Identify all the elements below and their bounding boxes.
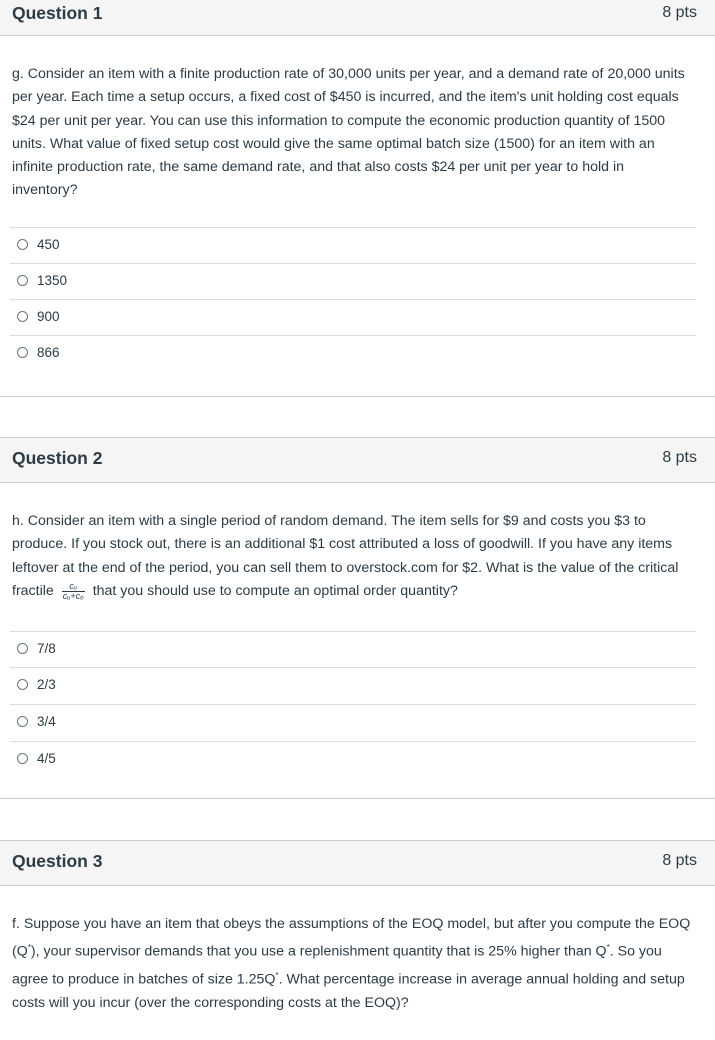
answer-label: 866 — [37, 345, 60, 360]
radio-button[interactable] — [17, 643, 28, 654]
question-2 — [0, 437, 715, 799]
question-title: Question 2 — [12, 448, 103, 468]
question-text: g. Consider an item with a finite production rate of 30,000 units per year, and a demand rate of 20,000 units per year. Each time a setup occurs, a fixed cost of $450 is incurred, and the item's unit holding cost equals $24 per unit per year. You can use this information to compute the economic production quantity of 1500 units. What value of fixed setup cost would give the same optimal batch size (1500) for an item with an infinite production rate, the same demand rate, and that also costs $24 per unit per year to hold in inventory? — [12, 66, 685, 199]
question-text-part: that you should use to compute an optimal order quantity? — [92, 582, 458, 599]
question-text — [12, 510, 692, 603]
question-title: Question 1 — [12, 3, 103, 23]
question-header — [0, 841, 715, 886]
question-text-part: ), your supervisor demands that you use a replenishment quantity that is 25% higher than Q — [30, 944, 607, 961]
answer-option[interactable] — [10, 263, 696, 299]
answer-option[interactable] — [10, 631, 696, 667]
radio-button[interactable] — [17, 679, 28, 690]
answer-option[interactable] — [10, 335, 696, 371]
fraction-denominator: cᵤ+cₒ — [62, 590, 84, 601]
star-superscript: * — [606, 943, 610, 953]
radio-button[interactable] — [17, 716, 28, 727]
question-text-part: f. Suppose you have an item that obeys the assumptions of the EOQ model, but after you compute the EOQ (Q — [12, 916, 691, 961]
question-points: 8 pts — [662, 449, 697, 466]
question-header — [0, 0, 715, 36]
answer-option[interactable] — [10, 227, 696, 263]
answer-label: 4/5 — [37, 751, 56, 766]
question-text-part: . So you agree to produce in batches of size 1.25Q — [12, 944, 662, 989]
answer-label: 3/4 — [37, 714, 56, 729]
answer-label: 900 — [37, 309, 60, 324]
answer-label: 1350 — [37, 273, 68, 288]
question-title: Question 3 — [12, 851, 103, 871]
answer-label: 450 — [37, 237, 60, 252]
answer-list — [10, 227, 696, 371]
radio-button[interactable] — [17, 311, 28, 322]
question-text — [12, 913, 692, 1016]
answer-option[interactable] — [10, 299, 696, 335]
answer-option[interactable] — [10, 741, 696, 777]
star-superscript: * — [27, 943, 31, 953]
answer-list — [10, 631, 696, 777]
question-text-part: . What percentage increase in average annual holding and setup costs will you incur (over the corresponding costs at the EOQ)? — [12, 972, 685, 1012]
star-superscript: * — [275, 971, 279, 981]
question-text-part: h. Consider an item with a single period of random demand. The item sells for $9 and costs you $3 to produce. If you stock out, there is an additional $1 cost attributed a loss of goodwill. If you have any items leftover at the end of the period, you can sell them to overstock.com for $2. What is the value of the critical fractile — [12, 513, 679, 599]
question-points: 8 pts — [662, 852, 697, 869]
answer-option[interactable] — [10, 704, 696, 741]
answer-label: 2/3 — [37, 677, 56, 692]
radio-button[interactable] — [17, 239, 28, 250]
fraction-numerator: cᵤ — [62, 582, 85, 592]
question-1 — [0, 0, 715, 397]
answer-label: 7/8 — [37, 641, 56, 656]
radio-button[interactable] — [17, 753, 28, 764]
critical-fractile-formula — [62, 582, 85, 601]
question-points: 8 pts — [662, 4, 697, 21]
question-header — [0, 438, 715, 483]
answer-option[interactable] — [10, 667, 696, 704]
radio-button[interactable] — [17, 347, 28, 358]
question-3 — [0, 840, 715, 1040]
radio-button[interactable] — [17, 275, 28, 286]
